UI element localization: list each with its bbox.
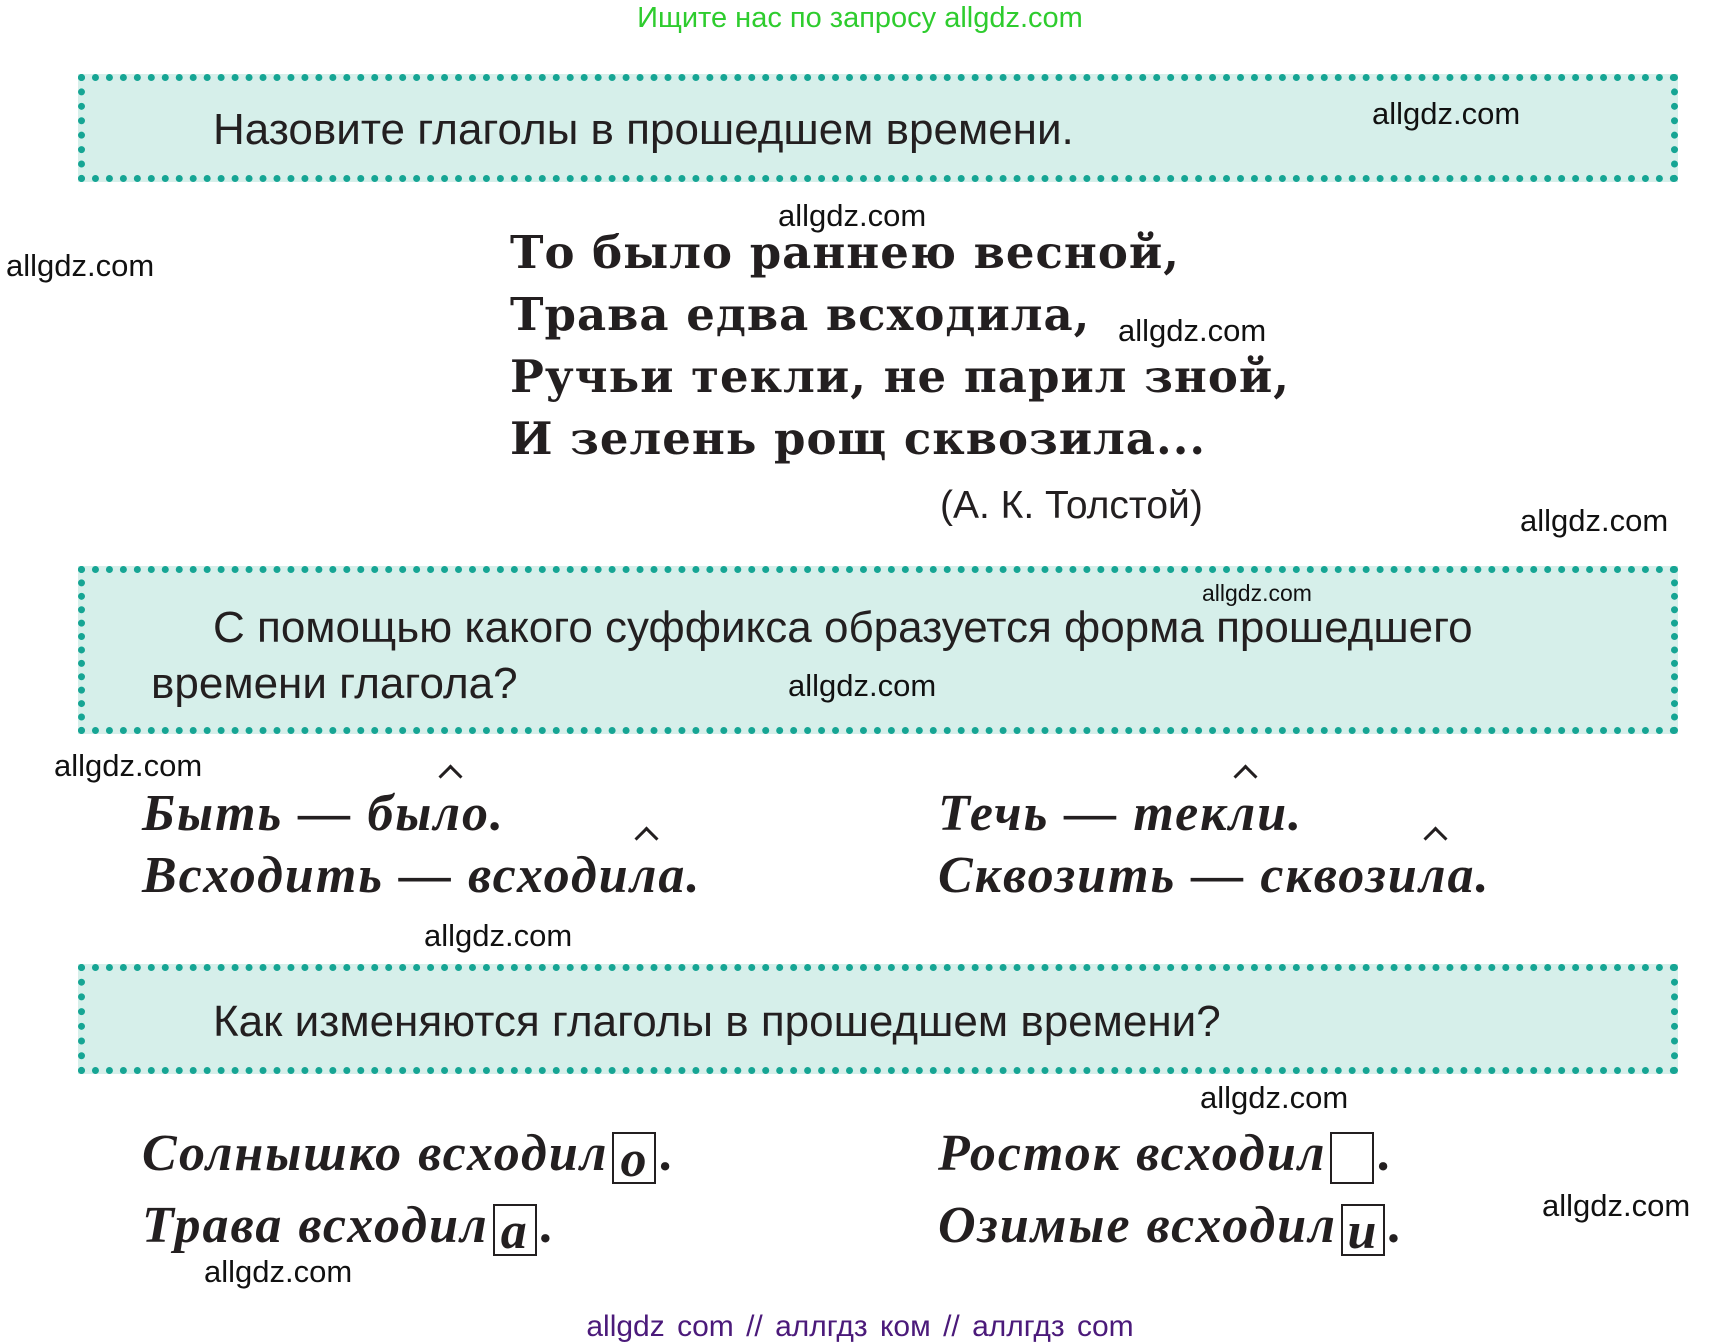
ending-box: и: [1341, 1204, 1385, 1256]
suffix-mark: л: [1418, 847, 1448, 904]
watermark: allgdz.com: [54, 748, 203, 783]
watermark: allgdz.com: [1200, 1080, 1349, 1115]
poem-line-2: Трава едва всходила,: [510, 288, 1091, 341]
watermark: allgdz.com: [1372, 96, 1521, 131]
suffix-mark: л: [433, 785, 463, 842]
example-tech: Течь — текли.: [938, 785, 1304, 842]
example-byt: Быть — было.: [142, 785, 506, 842]
watermark: allgdz.com: [788, 668, 937, 703]
poem-line-1: То было раннею весной,: [510, 226, 1180, 279]
task-2-line-2: времени глагола?: [151, 659, 518, 708]
ending-box-empty: [1330, 1132, 1374, 1184]
poem-line-3: Ручьи текли, не парил зной,: [510, 350, 1290, 403]
sentence-solnyshko: Солнышко всходил о .: [142, 1125, 676, 1189]
watermark: allgdz.com: [6, 248, 155, 283]
watermark: allgdz.com: [1118, 313, 1267, 348]
task-1-text: Назовите глаголы в прошедшем времени.: [213, 105, 1074, 154]
poem-author: (А. К. Толстой): [940, 484, 1203, 527]
task-3-text: Как изменяются глаголы в прошедшем времени?: [213, 997, 1221, 1046]
sentence-ozimye: Озимые всходил и .: [938, 1197, 1404, 1261]
task-box-2: [78, 566, 1678, 734]
suffix-mark: л: [629, 847, 659, 904]
footer-links[interactable]: allgdz com // аллгдз ком // аллгдз com: [586, 1310, 1134, 1343]
suffix-mark: л: [1228, 785, 1258, 842]
sentence-trava: Трава всходил а .: [142, 1197, 556, 1261]
example-vskhodit: Всходить — всходила.: [142, 847, 702, 904]
ending-box: а: [493, 1204, 537, 1256]
watermark: allgdz.com: [424, 918, 573, 953]
example-skvozit: Сквозить — сквозила.: [938, 847, 1491, 904]
watermark: allgdz.com: [778, 198, 927, 233]
watermark: allgdz.com: [1542, 1188, 1691, 1223]
task-box-3: [78, 964, 1678, 1074]
watermark: allgdz.com: [1520, 503, 1669, 538]
watermark: allgdz.com: [1202, 580, 1312, 606]
ending-box: о: [612, 1132, 656, 1184]
top-banner[interactable]: Ищите нас по запросу allgdz.com: [637, 2, 1083, 34]
sentence-rostok: Росток всходил .: [938, 1124, 1393, 1184]
poem-line-4: И зелень рощ сквозила...: [510, 412, 1207, 465]
task-2-line-1: С помощью какого суффикса образуется форма прошедшего: [213, 603, 1473, 652]
watermark: allgdz.com: [204, 1254, 353, 1289]
